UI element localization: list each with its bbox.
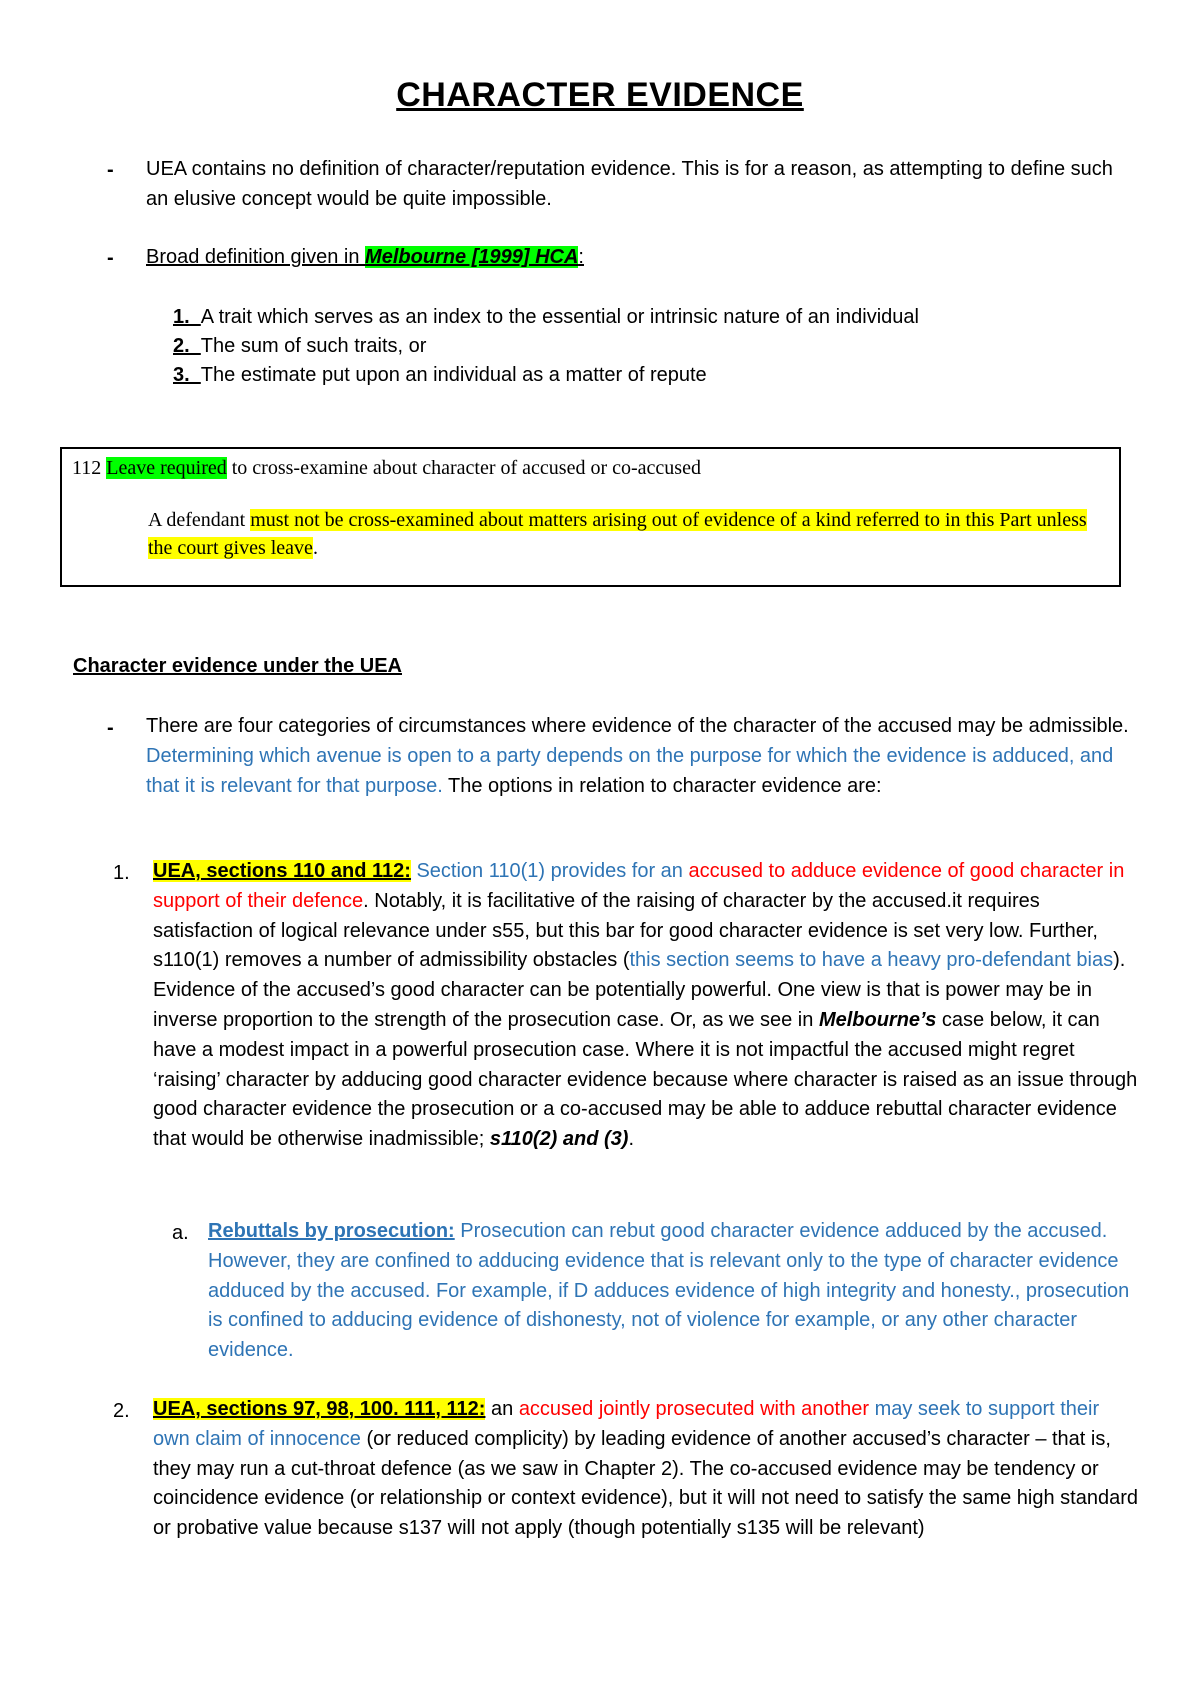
item-blue-text: Prosecution can rebut good character evidence adduced by the accused. However, they are confined to adducing evidence that is relevant only to the type of character evidence adduced by the accused. For example, if D adduces evidence of high integrity and honesty., prosecution is confined to adducing evidence of dishonesty, not of violence for example, or any other character evidence. <box>208 1220 1130 1362</box>
statute-body <box>148 506 1108 562</box>
section-bullet-text: The options in relation to character evidence are: <box>442 774 882 797</box>
section-citation: s110(2) and (3) <box>489 1128 629 1151</box>
list-item-1 <box>153 857 1138 1155</box>
intro-bullet-2-prefix: Broad definition given in <box>146 246 366 268</box>
item-lead: UEA, sections 110 and 112: <box>153 860 411 882</box>
section-bullet-blue: Determining which avenue is open to a party depends on the purpose for which the evidence is adduced, and that it is relevant for that purpose. <box>146 744 1114 797</box>
list-number: 2. <box>113 1400 130 1422</box>
statute-section-number: 112 <box>72 457 102 479</box>
list-item-2 <box>153 1395 1138 1544</box>
statute-body-plain: A defendant <box>148 509 251 531</box>
section-bullet-text: There are four categories of circumstances where evidence of the character of the accused may be admissible. <box>146 715 1129 737</box>
definition-number: 2. <box>173 335 201 357</box>
list-letter: a. <box>172 1222 189 1244</box>
item-blue-text: Section 110(1) provides for an <box>410 860 689 882</box>
section-heading: Character evidence under the UEA <box>73 655 402 677</box>
item-blue-text: may seek to support their own claim of innocence <box>153 1398 1100 1450</box>
definition-text: The sum of such traits, or <box>200 335 427 357</box>
definition-number: 1. <box>173 306 201 328</box>
item-lead: Rebuttals by prosecution: <box>208 1220 455 1242</box>
item-text: case below, it can have a modest impact in a powerful prosecution case. Where it is not impactful the accused might regret ‘raising’ character by adducing good character evidence because where character is raised as an issue through good character evidence the prosecution or a co-accused may be able to adduce rebuttal character evidence that would be otherwise inadmissible; <box>153 1008 1138 1151</box>
intro-bullet-2-suffix: : <box>578 246 584 268</box>
item-lead: UEA, sections 97, 98, 100. 111, 112: <box>153 1398 486 1420</box>
definition-text: A trait which serves as an index to the essential or intrinsic nature of an individual <box>200 306 919 328</box>
definition-number: 3. <box>173 364 201 386</box>
bullet-dash: - <box>107 159 114 181</box>
section-bullet <box>146 712 1136 801</box>
intro-bullet-1: UEA contains no definition of character/reputation evidence. This is for a reason, as attempting to define such an elusive concept would be quite impossible. <box>146 158 1113 210</box>
item-text: . <box>628 1128 634 1151</box>
intro-bullet-2 <box>146 242 1136 272</box>
list-item-1a <box>208 1217 1138 1366</box>
item-blue-text: this section seems to have a heavy pro-defendant bias <box>629 949 1114 972</box>
statute-body-highlight: must not be cross-examined about matters arising out of evidence of a kind referred to in this Part unless the court gives leave <box>148 509 1087 559</box>
definition-item <box>173 332 426 361</box>
item-text: an <box>485 1398 519 1420</box>
item-text: (or reduced complicity) by leading evidence of another accused’s character – that is, they may run a cut-throat defence (as we saw in Chapter 2). The co-accused evidence may be tendency or coincidence evidence (or relationship or context evidence), but it will not need to satisfy the same high standard or probative value because s137 will not apply (though potentially s135 will be relevant) <box>153 1427 1138 1540</box>
statute-box <box>60 447 1121 587</box>
statute-heading-highlight: Leave required <box>106 457 227 479</box>
statute-heading <box>72 457 701 480</box>
case-citation: Melbourne [1999] HCA <box>365 246 579 268</box>
definition-text: The estimate put upon an individual as a matter of repute <box>200 364 707 386</box>
list-number: 1. <box>113 862 130 884</box>
definition-item <box>173 303 919 332</box>
item-red-text: accused to adduce evidence of good character in support of their defence <box>153 860 1125 912</box>
item-text: . Notably, it is facilitative of the raising of character by the accused.it requires satisfaction of logical relevance under s55, but this bar for good character evidence is set very low. Further, s110(1) removes a number of admissibility obstacles ( <box>153 889 1098 972</box>
bullet-dash: - <box>107 247 114 269</box>
item-text: ). Evidence of the accused’s good character can be potentially powerful. One view is that is power may be in inverse proportion to the strength of the prosecution case. Or, as we see in <box>153 949 1126 1031</box>
statute-body-end: . <box>312 537 318 559</box>
case-citation: Melbourne’s <box>818 1008 937 1031</box>
item-red-text: accused jointly prosecuted with another <box>518 1398 870 1420</box>
definition-item <box>173 361 707 390</box>
page-title: CHARACTER EVIDENCE <box>396 76 804 114</box>
statute-heading-rest: to cross-examine about character of accused or co-accused <box>226 457 701 479</box>
bullet-dash: - <box>107 717 114 739</box>
